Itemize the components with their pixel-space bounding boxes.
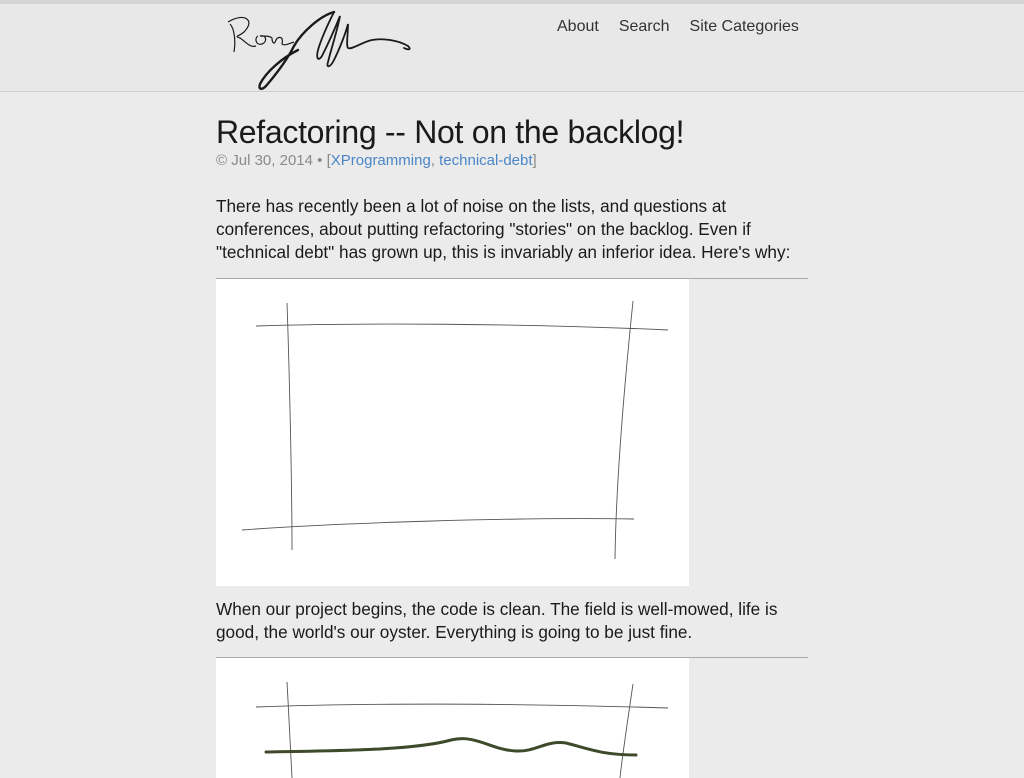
nav-site-categories-link[interactable]: Site Categories bbox=[689, 18, 799, 35]
main-nav bbox=[557, 18, 799, 36]
category-separator: , bbox=[430, 152, 440, 169]
paragraph-clean-code: When our project begins, the code is clean. The field is well-mowed, life is good, the world's our oyster. Everything is going to be just fine. bbox=[216, 599, 778, 642]
figure-grass-field bbox=[216, 658, 689, 778]
signature-logo[interactable] bbox=[222, 6, 414, 92]
figure-clean-field bbox=[216, 279, 689, 586]
post-title: Refactoring -- Not on the backlog! bbox=[216, 114, 685, 150]
post-meta bbox=[216, 152, 537, 169]
category-link-technical-debt[interactable]: technical-debt bbox=[439, 152, 533, 169]
site-header bbox=[0, 4, 1024, 92]
category-link-xprogramming[interactable]: XProgramming bbox=[330, 152, 431, 169]
copyright-icon: © bbox=[216, 152, 228, 169]
nav-search-link[interactable]: Search bbox=[618, 18, 670, 35]
post-date: Jul 30, 2014 bbox=[231, 152, 313, 169]
bracket-close: ] bbox=[532, 152, 537, 169]
bracket-open: [ bbox=[326, 152, 331, 169]
meta-separator: • bbox=[317, 152, 323, 169]
nav-about-link[interactable]: About bbox=[557, 18, 599, 35]
paragraph-intro: There has recently been a lot of noise on the lists, and questions at conferences, about putting refactoring "stories" on the backlog. Even if "technical debt" has grown up, this is invariably an inferior idea. Here's why: bbox=[216, 196, 791, 262]
